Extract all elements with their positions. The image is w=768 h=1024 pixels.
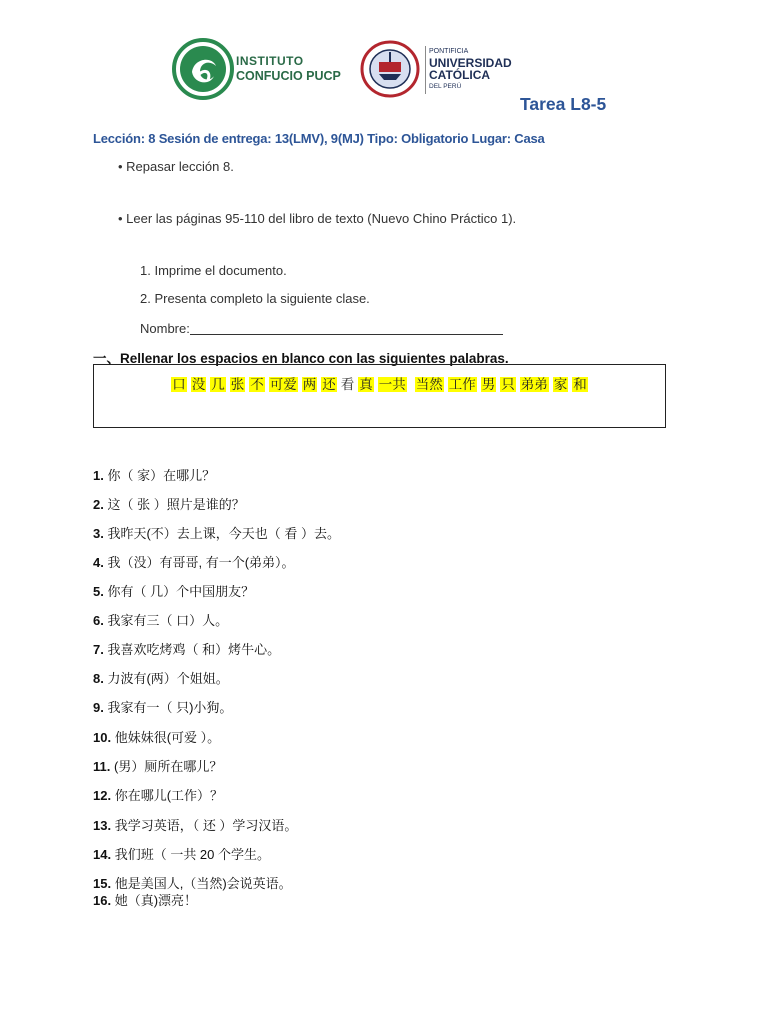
question-item xyxy=(93,785,223,804)
word-bank-box xyxy=(93,364,666,428)
word-bank-item: 男 xyxy=(481,377,496,392)
confucio-logo-line1: INSTITUTO xyxy=(236,54,304,68)
question-number: 13. xyxy=(93,818,112,833)
word-bank-item: 一共 xyxy=(378,377,406,392)
question-text: 他妹妹很(可爱 ）。 xyxy=(114,730,221,745)
question-number: 2. xyxy=(93,497,104,512)
pucp-logo-line4: DEL PERÚ xyxy=(429,83,462,90)
instruction-step: 2. Presenta completo la siguiente clase. xyxy=(140,291,370,306)
question-text: 他是美国人,（当然)会说英语。 xyxy=(114,876,292,891)
word-bank-item: 弟弟 xyxy=(520,377,548,392)
word-bank-item: 家 xyxy=(553,377,568,392)
question-number: 8. xyxy=(93,671,104,686)
question-item xyxy=(93,581,254,600)
question-text: 我学习英语，（ 还 ）学习汉语。 xyxy=(114,818,298,833)
question-text: 我昨天(不）去上课，今天也（ 看 ）去。 xyxy=(107,526,341,541)
pucp-logo-line1: PONTIFICIA xyxy=(429,48,469,55)
question-number: 7. xyxy=(93,642,104,657)
question-text: 我喜欢吃烤鸡（ 和）烤牛心。 xyxy=(107,642,281,657)
word-bank-item: 几 xyxy=(211,377,225,392)
word-bank-item: 只 xyxy=(501,377,515,392)
task-title: Tarea L8-5 xyxy=(520,94,607,114)
question-text: 我（没）有哥哥, 有一个(弟弟）。 xyxy=(107,555,295,570)
question-text: 她（真)漂亮！ xyxy=(114,893,198,908)
question-number: 11. xyxy=(93,759,111,774)
word-bank-item: 看 xyxy=(340,377,355,392)
word-bank-item: 和 xyxy=(573,377,587,392)
question-item xyxy=(93,523,340,542)
question-number: 3. xyxy=(93,526,104,541)
pucp-shield-icon xyxy=(360,40,420,98)
word-bank-item: 当然 xyxy=(415,377,443,392)
question-text: 你在哪儿(工作）？ xyxy=(114,788,224,803)
word-bank-item: 张 xyxy=(230,377,245,392)
question-item xyxy=(93,639,280,658)
question-number: 14. xyxy=(93,847,112,862)
question-item xyxy=(93,727,220,746)
confucio-emblem-icon xyxy=(172,38,234,100)
question-item xyxy=(93,552,295,571)
word-bank-item: 可爱 xyxy=(269,377,297,392)
word-bank-item: 还 xyxy=(322,377,336,392)
section-title: 一、Rellenar los espacios en blanco con las siguientes palabras. xyxy=(93,351,509,366)
lesson-info: Lección: 8 Sesión de entrega: 13(LMV), 9(MJ) Tipo: Obligatorio Lugar: Casa xyxy=(93,131,545,146)
question-text: 这（ 张 ）照片是谁的？ xyxy=(107,497,245,512)
pucp-logo xyxy=(360,40,520,102)
question-number: 16. xyxy=(93,893,112,908)
name-field-line[interactable] xyxy=(190,334,503,335)
name-label: Nombre: xyxy=(140,321,190,336)
instruction-bullet: • Leer las páginas 95-110 del libro de texto (Nuevo Chino Práctico 1). xyxy=(118,211,517,226)
question-text: (男）厕所在哪儿？ xyxy=(113,759,223,774)
question-number: 10. xyxy=(93,730,112,745)
question-item xyxy=(93,815,297,834)
question-item xyxy=(93,494,245,513)
question-item xyxy=(93,890,197,909)
question-number: 9. xyxy=(93,700,104,715)
question-text: 我家有三（ 口）人。 xyxy=(107,613,229,628)
question-text: 我们班（ 一共 20 个学生。 xyxy=(114,847,270,862)
confucio-logo-line2: CONFUCIO PUCP xyxy=(236,69,341,83)
question-number: 15. xyxy=(93,876,112,891)
question-number: 12. xyxy=(93,788,112,803)
question-item xyxy=(93,610,228,629)
question-text: 我家有一（ 只)小狗。 xyxy=(107,700,233,715)
question-item xyxy=(93,756,222,775)
question-text: 你（ 家）在哪儿？ xyxy=(107,468,216,483)
question-number: 1. xyxy=(93,468,104,483)
word-bank-item: 口 xyxy=(172,377,186,392)
word-bank-item: 真 xyxy=(359,377,373,392)
word-bank-item: 不 xyxy=(250,377,264,392)
word-bank-item: 没 xyxy=(191,377,206,392)
question-text: 力波有(两）个姐姐。 xyxy=(107,671,229,686)
question-number: 6. xyxy=(93,613,104,628)
question-item xyxy=(93,465,215,484)
question-number: 4. xyxy=(93,555,104,570)
question-item xyxy=(93,697,232,716)
question-item xyxy=(93,844,270,863)
instruction-bullet: • Repasar lección 8. xyxy=(118,159,234,174)
word-bank-item: 工作 xyxy=(448,377,476,392)
question-item xyxy=(93,668,229,687)
pucp-logo-line3: CATÓLICA xyxy=(429,68,491,82)
pucp-logo-divider xyxy=(425,46,426,94)
question-text: 你有（ 几）个中国朋友？ xyxy=(107,584,255,599)
pucp-logo-line2: UNIVERSIDAD xyxy=(429,56,512,70)
word-bank-item: 两 xyxy=(302,377,317,392)
instruction-step: 1. Imprime el documento. xyxy=(140,263,287,278)
question-number: 5. xyxy=(93,584,104,599)
word-bank xyxy=(94,373,665,393)
